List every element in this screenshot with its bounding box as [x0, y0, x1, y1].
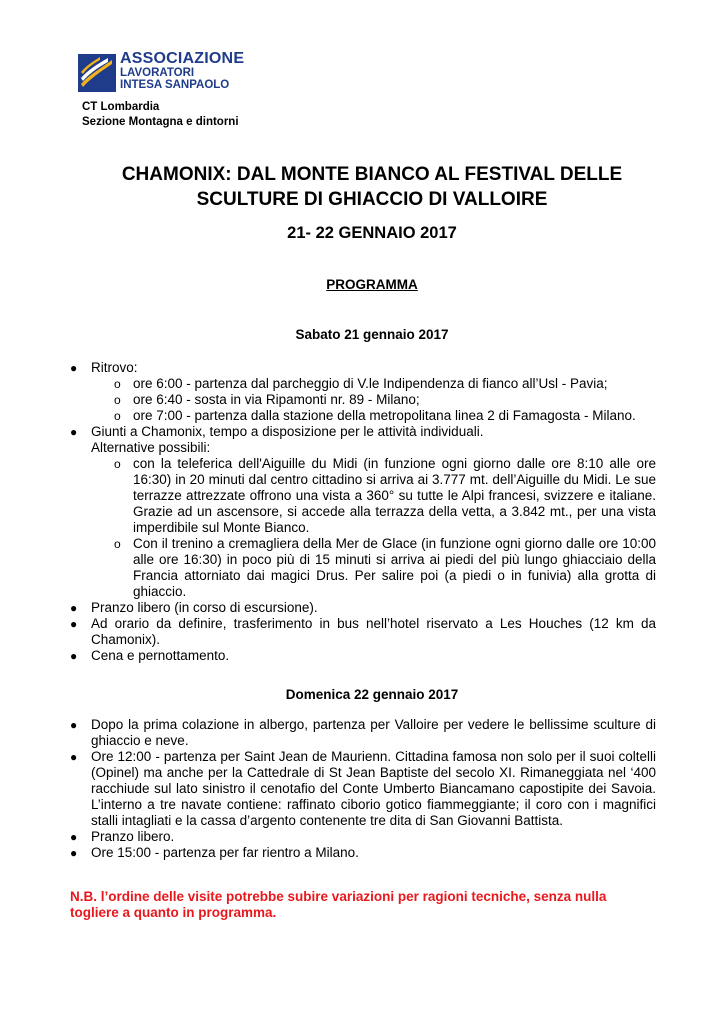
day2-item: Ore 15:00 - partenza per far rientro a Milano. [91, 845, 359, 860]
list-item [70, 717, 656, 749]
list-item [70, 616, 656, 648]
day2-item: Ore 12:00 - partenza per Saint Jean de Maurienn. Cittadina famosa non solo per il suoi coltelli (Opinel) ma anche per la Cattedrale di St Jean Baptiste del secolo XI. Rimaneggiata nel ‘400 racchiude sul lato sinistro il cenotafio del Conte Umberto Biancamano capostipite dei Savoia. L’interno a tre navate contiene: raffinato ciborio gotico fiammeggiante; il coro con i magnifici stalli intagliati e la cassa d’argento contenente tre dita di San Giovanni Battista. [91, 749, 656, 828]
bullet-icon: ● [70, 846, 78, 860]
list-item [70, 600, 656, 616]
logo-line-3: INTESA SANPAOLO [120, 79, 230, 91]
circle-bullet-icon: o [114, 537, 121, 551]
day2-list [70, 717, 656, 861]
day2-item: Dopo la prima colazione in albergo, partenza per Valloire per vedere le bellissime sculture di ghiaccio e neve. [91, 717, 656, 748]
ritrovo-item: ore 6:00 - partenza dal parcheggio di V.le Indipendenza di fianco all’Usl - Pavia; [133, 376, 608, 391]
list-item [70, 829, 656, 845]
logo-line-2: LAVORATORI [120, 67, 195, 79]
bullet-icon: ● [70, 649, 78, 663]
sub-list-item [70, 456, 656, 536]
logo-wings-icon [78, 54, 116, 92]
circle-bullet-icon: o [114, 377, 121, 391]
sub-list-item [70, 392, 656, 408]
document-title [82, 162, 662, 212]
sub-list-item [70, 408, 656, 424]
alternative-item: con la teleferica dell'Aiguille du Midi (in funzione ogni giorno dalle ore 8:10 alle ore 16:30) in 20 minuti dal centro cittadino si arriva ai 3.777 mt. dell’Aiguille du Midi. Le sue terrazze attrezzate offrono una vista a 360° su tutte le Alpi francesi, svizzere e italiane. Grazie ad un ascensore, si accede alla terrazza della vetta, a 3.842 mt., per una vista imperdibile sul Monte Bianco. [133, 456, 656, 535]
title-line-2: SCULTURE DI GHIACCIO DI VALLOIRE [196, 189, 548, 210]
day2-heading: Domenica 22 gennaio 2017 [285, 687, 459, 702]
event-date: 21- 22 GENNAIO 2017 [287, 224, 457, 242]
lunch-text: Pranzo libero (in corso di escursione). [91, 600, 318, 615]
circle-bullet-icon: o [114, 393, 121, 407]
bullet-icon: ● [70, 601, 78, 615]
association-logo [78, 50, 248, 98]
bullet-icon: ● [70, 750, 78, 764]
circle-bullet-icon: o [114, 409, 121, 423]
ritrovo-label: Ritrovo: [91, 360, 138, 375]
day1-heading: Sabato 21 gennaio 2017 [295, 327, 449, 342]
dinner-text: Cena e pernottamento. [91, 648, 230, 663]
title-line-1: CHAMONIX: DAL MONTE BIANCO AL FESTIVAL DELLE [121, 164, 623, 185]
list-item [70, 360, 656, 376]
list-item [70, 424, 656, 440]
bullet-icon: ● [70, 617, 78, 631]
transfer-text: Ad orario da definire, trasferimento in bus nell’hotel riservato a Les Houches (12 km da Chamonix). [91, 616, 656, 647]
day2-item: Pranzo libero. [91, 829, 175, 844]
day1-list [70, 360, 656, 664]
list-item [70, 648, 656, 664]
bullet-icon: ● [70, 718, 78, 732]
program-heading: PROGRAMMA [326, 277, 418, 292]
list-item [70, 749, 656, 829]
note-disclaimer: N.B. l’ordine delle visite potrebbe subire variazioni per ragioni tecniche, senza nulla togliere a quanto in programma. [70, 889, 607, 920]
list-item [70, 845, 656, 861]
org-line-2: Sezione Montagna e dintorni [82, 116, 239, 128]
arrival-text: Giunti a Chamonix, tempo a disposizione per le attività individuali. [91, 424, 484, 439]
alternatives-label: Alternative possibili: [91, 440, 211, 455]
alternative-item: Con il trenino a cremagliera della Mer de Glace (in funzione ogni giorno dalle ore 10:00 alle ore 16:30) in poco più di 15 minuti si arriva ai piedi del più lungo ghiacciaio della Francia attorniato dai magici Drus. Per salire poi (a piedi o in funivia) alla grotta di ghiaccio. [133, 536, 656, 599]
bullet-icon: ● [70, 361, 78, 375]
sub-list-item [70, 536, 656, 600]
logo-line-1: ASSOCIAZIONE [120, 50, 245, 67]
bullet-icon: ● [70, 425, 78, 439]
bullet-icon: ● [70, 830, 78, 844]
circle-bullet-icon: o [114, 457, 121, 471]
ritrovo-item: ore 6:40 - sosta in via Ripamonti nr. 89 - Milano; [133, 392, 420, 407]
sub-list-item [70, 376, 656, 392]
organization-block [82, 100, 239, 130]
ritrovo-item: ore 7:00 - partenza dalla stazione della metropolitana linea 2 di Famagosta - Milano. [133, 408, 636, 423]
org-line-1: CT Lombardia [82, 101, 160, 113]
